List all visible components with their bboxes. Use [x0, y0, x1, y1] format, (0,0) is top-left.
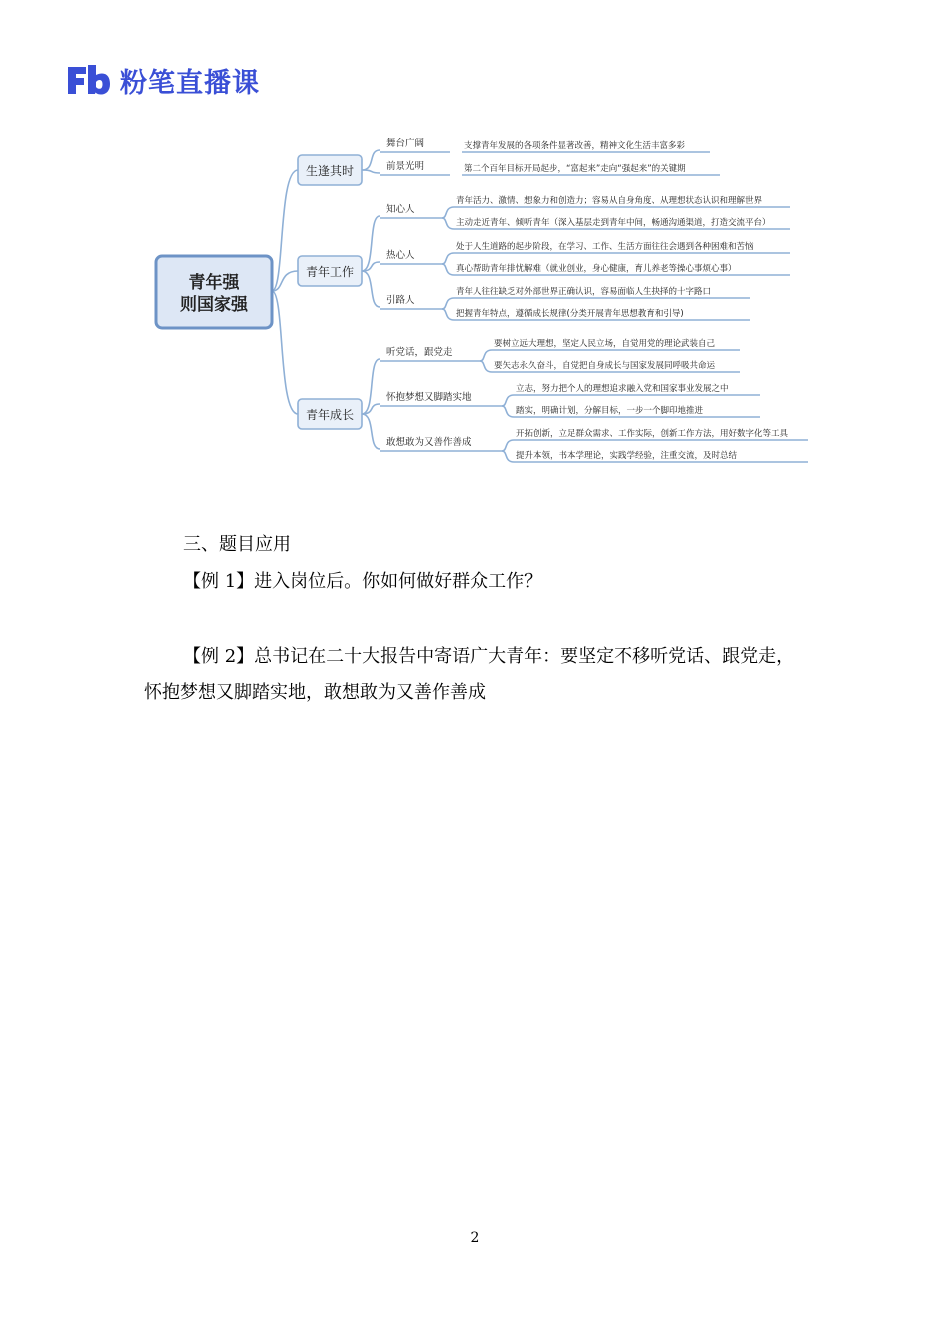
- logo-text: 粉笔直播课: [120, 67, 260, 99]
- child-leaf-connector: [442, 298, 454, 309]
- child-label: 听党话，跟党走: [386, 347, 453, 358]
- child-label: 热心人: [386, 250, 415, 261]
- leaf-label: 立志，努力把个人的理想追求融入党和国家事业发展之中: [516, 384, 729, 394]
- child-leaf-connector: [442, 264, 454, 275]
- leaf-label: 踏实，明确计划，分解目标，一步一个脚印地推进: [516, 406, 704, 416]
- root-label-line-1: 青年强: [188, 273, 240, 293]
- child-label: 怀抱梦想又脚踏实地: [386, 392, 472, 403]
- child-leaf-connector: [502, 406, 514, 417]
- fb-logo-icon: [66, 63, 112, 97]
- leaf-label: 要树立远大理想，坚定人民立场，自觉用党的理论武装自己: [494, 339, 716, 349]
- child-leaf-connector: [442, 253, 454, 264]
- child-leaf-connector: [502, 395, 514, 406]
- leaf-label: 第二个百年目标开局起步，“富起来”走向“强起来”的关键期: [464, 164, 686, 174]
- leaf-label: 支撑青年发展的各项条件显著改善，精神文化生活丰富多彩: [464, 141, 686, 151]
- example-1: 【例 1】进入岗位后。你如何做好群众工作？: [183, 571, 543, 592]
- child-leaf-connector: [480, 350, 492, 361]
- branch-child-connector: [362, 170, 380, 173]
- section-heading: 三、题目应用: [183, 534, 291, 555]
- branch-child-connector: [362, 414, 380, 449]
- child-label: 知心人: [386, 204, 415, 215]
- leaf-label: 处于人生道路的起步阶段，在学习、工作、生活方面往往会遇到各种困难和苦恼: [456, 242, 754, 252]
- root-label-line-2: 则国家强: [180, 295, 248, 315]
- leaf-label: 主动走近青年、倾听青年（深入基层走到青年中间，畅通沟通渠道，打造交流平台）: [456, 218, 771, 228]
- child-leaf-connector: [480, 361, 492, 372]
- leaf-label: 真心帮助青年排忧解难（就业创业，身心健康，育儿养老等操心事烦心事）: [456, 264, 737, 274]
- brand-logo: [66, 60, 260, 100]
- leaf-label: 开拓创新，立足群众需求、工作实际，创新工作方法，用好数字化等工具: [516, 429, 789, 439]
- child-label: 舞台广阔: [386, 138, 425, 149]
- branch-label: 生逢其时: [305, 164, 355, 178]
- mind-map: [150, 138, 810, 478]
- leaf-label: 青年人往往缺乏对外部世界正确认识，容易面临人生抉择的十字路口: [456, 287, 712, 297]
- branch-child-connector: [362, 150, 380, 170]
- root-branch-connector: [272, 291, 298, 414]
- example-2-line-2: 怀抱梦想又脚踏实地，敢想敢为又善作善成: [144, 682, 486, 703]
- branch-label: 青年成长: [305, 408, 355, 422]
- child-leaf-connector: [442, 218, 454, 229]
- page-number: 2: [470, 1230, 480, 1246]
- child-leaf-connector: [502, 440, 514, 451]
- leaf-label: 青年活力、激情、想象力和创造力；容易从自身角度、从理想状态认识和理解世界: [456, 196, 763, 206]
- child-label: 引路人: [386, 295, 415, 306]
- leaf-label: 把握青年特点，遵循成长规律(分类开展青年思想教育和引导): [456, 309, 684, 319]
- root-branch-connector: [272, 170, 298, 291]
- child-leaf-connector: [502, 451, 514, 462]
- child-leaf-connector: [442, 309, 454, 320]
- leaf-label: 提升本领，书本学理论，实践学经验，注重交流，及时总结: [516, 451, 738, 461]
- branch-child-connector: [362, 359, 380, 414]
- example-2-line-1: 【例 2】总书记在二十大报告中寄语广大青年：要坚定不移听党话、跟党走，: [183, 646, 795, 667]
- child-leaf-connector: [442, 207, 454, 218]
- child-label: 前景光明: [386, 161, 425, 172]
- child-label: 敢想敢为又善作善成: [386, 437, 472, 448]
- leaf-label: 要矢志永久奋斗，自觉把自身成长与国家发展同呼吸共命运: [494, 361, 716, 371]
- mind-map-nodes: [156, 138, 789, 461]
- branch-child-connector: [362, 271, 380, 307]
- branch-label: 青年工作: [305, 265, 355, 279]
